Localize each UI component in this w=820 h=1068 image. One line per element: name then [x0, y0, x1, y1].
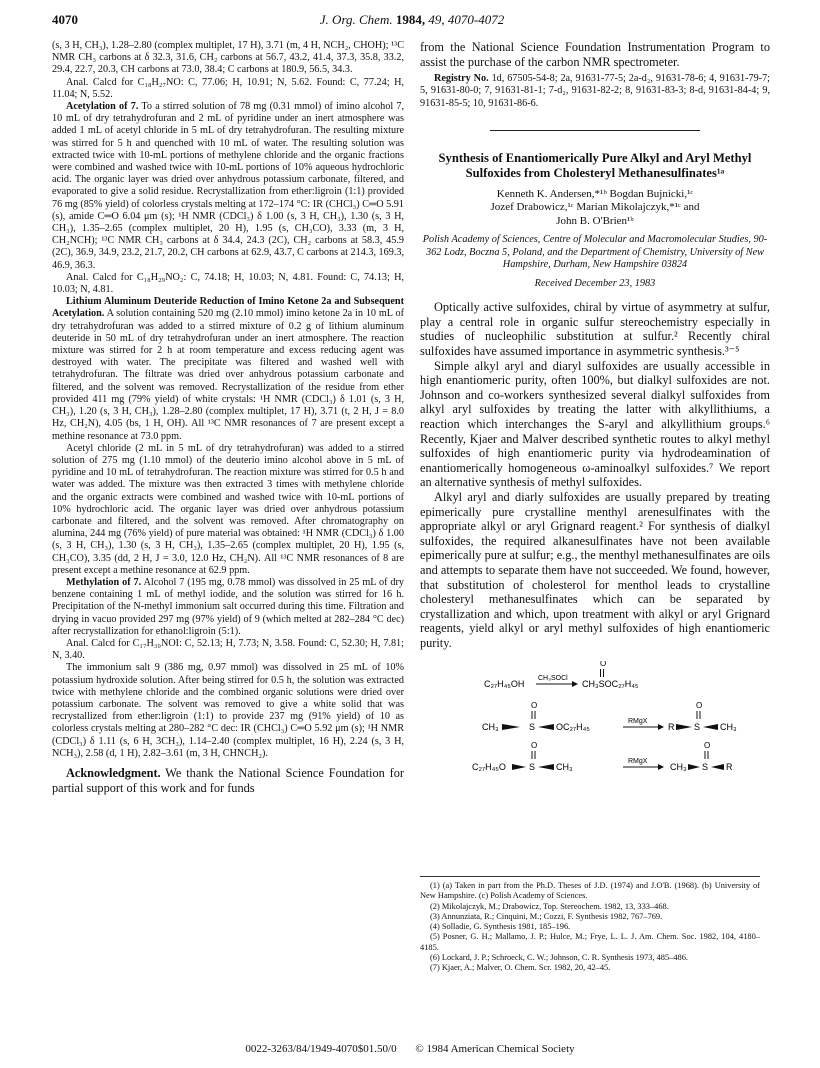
footnotes	[420, 876, 760, 974]
journal-volume: 49,	[428, 12, 445, 27]
paragraph-text: A solution containing 520 mg (2.10 mmol) imino ketone 2a in 10 mL of dry tetrahydrofuran was added to a stirred mixture of 0.2 g of lithium aluminum deuteride in 50 mL of dry tetrahydrofuran under an inert atmosphere. The reaction mixture was stirred for 2 h at room temperature and excess reducing agent was destroyed with water. The precipitate was filtered and washed well with tetrahydrofuran. The filtrate was dried over anhydrous potassium carbonate and filtered, and the solvent was removed. Recrystallization of the residue from ether provided 411 mg (79% yield) of white crystals: ¹H NMR (CDCl₃) δ 1.01 (s, 3 H, CH₃), 1.20 (s, 3 H, CH₃), 1.28–2.80 (complex multiplet, 17 H), 3.71 (t, 2 H, J = 8.0 Hz, CH₂N), 4.05 (bs, 1 H, OH). All ¹³C NMR resonances of 7 are present except a methine resonance at 73.0 ppm.	[52, 308, 404, 442]
section-divider	[490, 130, 700, 131]
scheme-r2-right-sulfur: S	[694, 721, 701, 732]
scheme-r2-wedge-4	[703, 724, 718, 730]
article-affiliation: Polish Academy of Sciences, Centre of Molecular and Macromolecular Studies, 90-362 Lodz, Boczna 5, Poland, and the Department of Chemistry, University of New Hampshire, Durham, New Hampshire 03824	[422, 234, 768, 271]
acknowledgment-text: We thank the National Science Foundation for partial support of this work and for funds	[52, 765, 404, 795]
scheme-r3-right-sulfur: S	[702, 761, 709, 772]
scheme-r3-wedge-1	[512, 764, 526, 770]
scheme-r2-right-methyl: CH₃	[720, 721, 737, 732]
experimental-paragraph	[52, 662, 404, 760]
authors-line-1: Kenneth K. Andersen,*¹ᵇ Bogdan Bujnicki,¹ᶜ	[496, 187, 694, 200]
scheme-r3-wedge-4	[711, 764, 724, 770]
scheme-r3-left-ester: C₂₇H₄₅O	[472, 761, 506, 772]
experimental-paragraph	[52, 272, 404, 296]
scheme-arrowhead-3	[658, 764, 664, 770]
paragraph-text: Alcohol 7 (195 mg, 0.78 mmol) was dissolved in 25 mL of dry benzene containing 1 mL of methyl iodide, and the solution was stirred for 16 h. Precipitation of the N-methyl immonium salt occurred during this time. Filtration and drying in vacuo provided 297 mg (97% yield) of 9 (which melted at 282–284 °C dec) after recrystallization for ethanol:ligroin (5:1).	[52, 576, 404, 637]
article-authors	[420, 188, 770, 229]
paragraph-text: Anal. Calcd for C₁₇H₃₀NOI: C, 52.13; H, 7.73; N, 3.58. Found: C, 52.30; H, 7.81; N, 3.40.	[52, 637, 404, 662]
experimental-paragraph	[52, 77, 404, 101]
scheme-r3-left-oxygen: O	[531, 740, 538, 750]
footnote-item: (5) Posner, G. H.; Mallamo, J. P.; Hulce, M.; Frye, L. L. J. Am. Chem. Soc. 1982, 104, 4180–4185.	[420, 932, 760, 952]
paragraph-text: (s, 3 H, CH₃), 1.28–2.80 (complex multiplet, 17 H), 3.71 (m, 4 H, NCH₂, CHOH); ¹³C NMR CH₃ carbons at δ 32.3, 31.6, CH₂ carbons at 56.7, 43.2, 41.4, 37.3, 35.8, 33.2, 29.4, 22.7, 20.3, CH carbons at 73.0, 38.4; C carbons at 180.9, 56.5, 34.3.	[52, 40, 404, 76]
running-header	[52, 12, 772, 30]
footnote-item: (4) Solladie, G. Synthesis 1981, 185–196.	[430, 922, 571, 932]
paragraph-heading: Methylation of 7.	[66, 576, 142, 588]
scheme-r2-wedge-3	[676, 724, 692, 730]
article-body	[420, 300, 770, 650]
scheme-r2-right-r: R	[668, 721, 675, 732]
scheme-r2-left-ester: OC₂₇H₄₅	[556, 721, 590, 732]
acknowledgment-continued: from the National Science Foundation Instrumentation Program to assist the purchase of the carbon NMR spectrometer.	[420, 40, 770, 69]
scheme-r2-wedge-2	[538, 724, 554, 730]
scheme-r3-right-methyl: CH₃	[670, 761, 687, 772]
scheme-arrowhead-1	[572, 681, 578, 687]
footnote-item: (1) (a) Taken in part from the Ph.D. Theses of J.D. (1974) and J.O'B. (1968). (b) University of New Hampshire. (c) Polish Academy of Sciences.	[420, 881, 760, 901]
scheme-r2-right-oxygen: O	[696, 700, 703, 710]
scheme-r2-reagent: RMgX	[628, 717, 648, 725]
acknowledgment-paragraph	[52, 766, 404, 795]
scheme-arrowhead-2	[658, 724, 664, 730]
experimental-paragraph	[52, 296, 404, 442]
experimental-section	[52, 40, 404, 760]
footnote-item: (6) Lockard, J. P.; Schroeck, C. W.; Johnson, C. R. Synthesis 1973, 485–486.	[430, 953, 688, 963]
article-title: Synthesis of Enantiomerically Pure Alkyl and Aryl Methyl Sulfoxides from Cholesteryl Methanesulfinates¹ᵃ	[438, 150, 752, 180]
publication-code: 0022-3263/84/1949-4070$01.50/0	[245, 1043, 397, 1055]
scheme-r1-reactant: C₂₇H₄₅OH	[484, 678, 525, 689]
body-paragraph: Simple alkyl aryl and diaryl sulfoxides are usually accessible in high enantiomeric purity, often 100%, but dialkyl sulfoxides are not. Johnson and co-workers synthesized several dialkyl sulfoxides from alkyl aryl sulfoxides by treating the latter with alkyllithiums, a reaction which interchanges the S-aryl and alkyllithium groups.⁶ Recently, Kjaer and Malver described synthetic routes to alkyl methyl sulfoxides of high enantiomeric purity via hydrodeamination of enantiomerically homogeneous ω-aminoalkyl sulfoxides.⁷ We report an alternative synthesis of methyl sulfoxides.	[420, 358, 770, 490]
body-paragraph: Optically active sulfoxides, chiral by virtue of asymmetry at sulfur, play a central role in organic sulfur stereochemistry especially in studies of nucleophilic substitution at sulfur.² Recently chiral sulfoxides have assumed importance in asymmetric synthesis.³⁻⁵	[420, 300, 770, 359]
footnote-item: (7) Kjaer, A.; Malver, O. Chem. Scr. 1982, 20, 42–45.	[430, 963, 611, 973]
scheme-r2-left-methyl: CH₃	[482, 721, 499, 732]
paragraph-text: Acetyl chloride (2 mL in 5 mL of dry tetrahydrofuran) was added to a stirred solution of 275 mg (1.10 mmol) of the deuterio imino alcohol above in 5 mL of pyridine and 10 mL of tetrahydrofuran. The reaction mixture was stirred for 0.5 h and water was added. The mixture was then extracted 3 times with methylene chloride and the organic extracts were combined and washed twice with 10-mL portions of 10% hydrochloric acid. The organic layer was dried over anhydrous potassium carbonate and filtered, and the solvent was removed. After chromatography on alumina, 244 mg (76% yield) of pure material was obtained: ¹H NMR (CDCl₃) δ 1.00 (s, 3 H, CH₃), 1.30 (s, 3 H, CH₃), 1.35–2.65 (complex multiplet, 20 H), 1.95 (s, CH₃CO), 3.35 (dd, 2 H, J = 3.0, 12.0 Hz, CH₂N). All ¹³C NMR resonances of 8 are present except a methine resonance at 62.9 ppm.	[52, 442, 404, 576]
scheme-r3-left-sulfur: S	[529, 761, 536, 772]
scheme-r3-right-r: R	[726, 761, 733, 772]
footnote-item: (2) Mikolajczyk, M.; Drabowicz, Top. Stereochem. 1982, 13, 333–468.	[430, 901, 669, 911]
copyright: © 1984 American Chemical Society	[415, 1043, 575, 1055]
page-footer	[0, 1043, 820, 1055]
scheme-r2-left-sulfur: S	[529, 721, 536, 732]
experimental-paragraph	[52, 443, 404, 577]
footnote-item: (3) Annunziata, R.; Cinquini, M.; Cozzi, F. Synthesis 1982, 767–769.	[430, 911, 663, 921]
paragraph-text: The immonium salt 9 (386 mg, 0.97 mmol) was dissolved in 25 mL of 10% potassium hydroxide solution. After being stirred for 0.5 h, the solution was extracted twice with methylene chloride and the combined organic solutions were dried over potassium carbonate. The solvent was removed to give a white solid that was recrystallized from ether:ligroin (1:1) to provide 237 mg (91% yield) of 10 as colorless crystals melting at 280–282 °C dec: IR (CHCl₃) C═O 5.92 μm (s); ¹H NMR (CDCl₃) δ 1.11 (s, 6 H, 3CH₃), 1.14–2.40 (complex multiplet, 16 H), 2.24 (s, 3 H, NCH₃), 2.58 (d, 1 H), 2.82–3.61 (m, 3 H, CHNCH₂).	[52, 662, 404, 759]
reaction-scheme-svg	[420, 661, 770, 801]
scheme-r3-wedge-3	[688, 764, 700, 770]
authors-line-3: John B. O'Brien¹ᵇ	[556, 214, 634, 227]
journal-name: J. Org. Chem.	[319, 12, 393, 27]
journal-citation	[52, 12, 772, 28]
paragraph-heading: Acetylation of 7.	[66, 101, 139, 113]
scheme-r2-left-oxygen: O	[531, 700, 538, 710]
registry-numbers	[420, 73, 770, 110]
scheme-r2-wedge-1	[502, 724, 520, 730]
scheme-r1-oxygen: O	[600, 660, 607, 668]
page-number: 4070	[52, 12, 78, 27]
body-paragraph: Alkyl aryl and diarly sulfoxides are usually prepared by treating epimerically pure crystalline menthyl arenesulfinates with the appropriate alkyl or aryl Grignard reagent.² For synthesis of dialkyl sulfoxides, the required alkanesulfinates have not been available epimerically pure at sulfur; e.g., the menthyl methanesulfinates are oils and attempts to separate them have not succeeded. We found, however, that substitution of cholesterol for menthol leads to crystalline cholesteryl methanesulfinates which can be separated by crystallization and which, upon treatment with alkyl or aryl Grignard reagents, yield alkyl or aryl methyl sulfoxides of high enantiomeric purity.	[420, 490, 770, 650]
registry-heading: Registry No.	[434, 73, 489, 85]
scheme-r3-right-oxygen: O	[704, 740, 711, 750]
right-column	[420, 40, 770, 801]
received-date: Received December 23, 1983	[534, 278, 656, 290]
scheme-r3-reagent: RMgX	[628, 757, 648, 765]
scheme-r3-wedge-2	[538, 764, 554, 770]
experimental-paragraph	[52, 40, 404, 77]
paragraph-text: Anal. Calcd for C₁₈H₂₇NO: C, 77.06; H, 10.91; N, 5.62. Found: C, 77.24; H, 11.04; N, 5.52.	[52, 76, 404, 100]
scheme-r3-left-methyl: CH₃	[556, 761, 573, 772]
left-column	[52, 40, 404, 795]
authors-line-2: Jozef Drabowicz,¹ᶜ Marian Mikolajczyk,*¹ᶜ and	[490, 201, 700, 214]
scheme-r1-reagent: CH₃SOCl	[538, 674, 568, 682]
acknowledgment-heading: Acknowledgment.	[66, 765, 161, 780]
journal-year: 1984,	[395, 12, 426, 27]
journal-pages: 4070-4072	[447, 12, 505, 27]
scheme-r1-product: CH₃SOC₂₇H₄₅	[582, 678, 639, 689]
experimental-paragraph	[52, 577, 404, 638]
paragraph-heading: Lithium Aluminum Deuteride Reduction of Imino Ketone 2a and Subsequent Acetylation.	[52, 296, 404, 320]
paragraph-text: To a stirred solution of 78 mg (0.31 mmol) of imino alcohol 7, 10 mL of dry tetrahydrofuran and 2 mL of pyridine under an inert atmosphere was added 1 mL of acetyl chloride in 5 mL of dry tetrahydrofuran. The resulting mixture was stirred for 5 h and quenched with 10 mL of water. The resulting solution was extracted twice with 10-mL portions of methylene chloride and the organic fractions were combined and washed twice with 10-mL portions of 10% aqueous hydrochloric acid. The organic layer was dried over anhydrous potassium carbonate, filtered, and evaporated to give a solid residue. Recrystallization from ether:ligroin (1:1) provided 76 mg (85% yield) of colorless crystals melting at 172–174 °C: IR (CHCl₃) C═O 5.91 (s), amide C═O 6.04 μm (s); ¹H NMR (CDCl₃) δ 1.00 (s, 3 H, CH₃), 1.30 (s, 3 H, CH₃), 1.35–2.65 (complex multiplet, 20 H), 1.95 (s, CH₃CO), 3.33 (m, 3 H, CH₂NCH); ¹³C NMR CH₃ carbons at δ 34.4, 24.3 (2C), CH₂ carbons at 58.3, 45.9 (2C), 36.9, 34.9, 23.2, 21.7, 20.2, CH carbons at 62.9, 43.7, C carbons at 214.3, 169.3, 46.9, 36.3.	[52, 101, 405, 271]
experimental-paragraph	[52, 101, 404, 272]
experimental-paragraph	[52, 638, 404, 662]
paragraph-text: Anal. Calcd for C₁₈H₂₉NO₂: C, 74.18; H, 10.03; N, 4.81. Found: C, 74.13; H, 10.03; N, 4.81.	[52, 271, 404, 296]
reaction-scheme	[420, 661, 770, 801]
registry-text: 1d, 67505-54-8; 2a, 91631-77-5; 2a-d₂, 91631-78-6; 4, 91631-79-7; 5, 91631-80-0; 7, 91631-81-1; 7-d₂, 91631-82-2; 8, 91631-83-3; 8-d, 91631-84-4; 9, 91631-85-5; 10, 91631-86-6.	[420, 73, 770, 109]
